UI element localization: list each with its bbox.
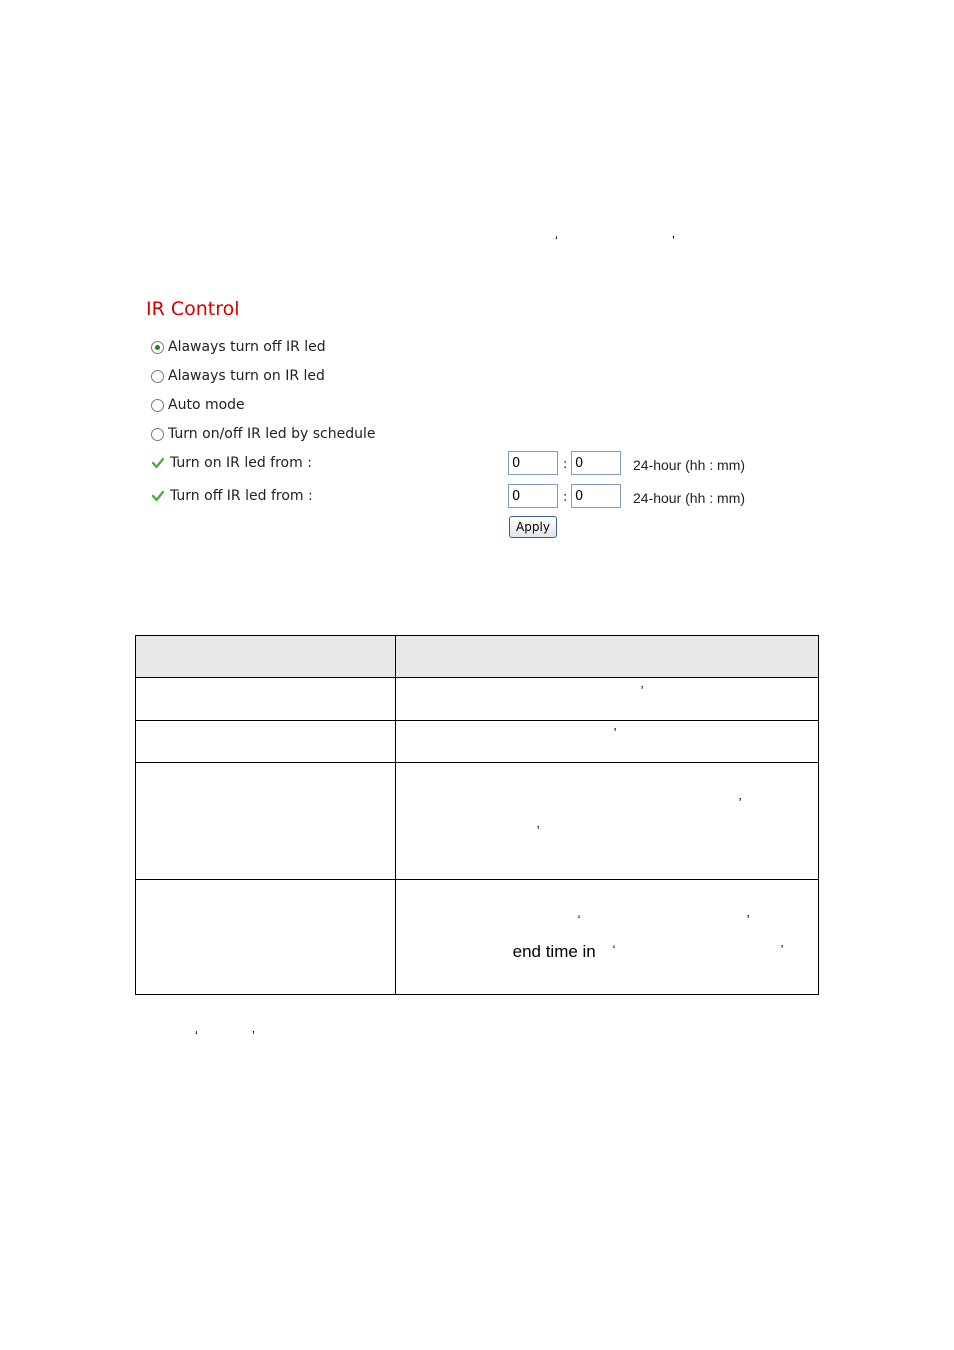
radio-auto-mode[interactable]: [151, 399, 164, 412]
table-cell: [395, 721, 818, 763]
table-header-row: [136, 636, 819, 678]
on-time-separator: :: [563, 457, 568, 472]
table-row: [136, 763, 819, 880]
table-row: [136, 880, 819, 995]
row4-quote-close-b: ’: [780, 942, 784, 957]
footer-quote-open: ‘: [195, 1028, 198, 1043]
ir-control-title: IR Control: [146, 298, 240, 320]
on-hour-input[interactable]: [508, 451, 558, 475]
row4-quote-open-b: ‘: [612, 942, 616, 957]
radio-schedule[interactable]: [151, 428, 164, 441]
option-always-on[interactable]: [151, 367, 325, 385]
header-cell-item: [136, 636, 396, 678]
option-always-on-label: Alaways turn on IR led: [168, 368, 325, 384]
option-auto-mode[interactable]: [151, 396, 245, 414]
row1-quote-close: ’: [640, 683, 644, 698]
option-auto-mode-label: Auto mode: [168, 397, 245, 413]
row3-quote-close-a: ’: [738, 795, 742, 810]
row3-quote-close-b: ’: [536, 823, 540, 838]
on-minute-input[interactable]: [571, 451, 621, 475]
intro-quote-open: ‘: [555, 233, 558, 248]
table-cell: [136, 880, 396, 995]
schedule-on-row: [151, 454, 312, 472]
off-hour-input[interactable]: [508, 484, 558, 508]
off-minute-input[interactable]: [571, 484, 621, 508]
table-cell: [395, 678, 818, 721]
table-cell: [395, 880, 818, 995]
footer-quote-close: ’: [252, 1028, 255, 1043]
intro-quote-close: ’: [672, 233, 675, 248]
row4-quote-close-a: ’: [746, 912, 750, 927]
schedule-off-row: [151, 487, 313, 505]
option-always-off-label: Alaways turn off IR led: [168, 339, 326, 355]
checkmark-icon: [151, 489, 165, 503]
option-always-off[interactable]: [151, 338, 326, 356]
table-row: [136, 721, 819, 763]
radio-always-on[interactable]: [151, 370, 164, 383]
row4-quote-open-a: ‘: [577, 912, 581, 927]
radio-always-off[interactable]: [151, 341, 164, 354]
schedule-off-label: Turn off IR led from :: [170, 488, 313, 504]
description-table: [135, 635, 819, 995]
off-time-unit: 24-hour (hh : mm): [633, 490, 746, 506]
checkmark-icon: [151, 456, 165, 470]
table-cell: [395, 763, 818, 880]
row4-end-time-text: end time in: [512, 942, 596, 961]
option-schedule[interactable]: [151, 425, 375, 443]
table-cell: [136, 678, 396, 721]
apply-button[interactable]: Apply: [509, 516, 557, 538]
table-cell: [136, 721, 396, 763]
table-row: [136, 678, 819, 721]
schedule-on-label: Turn on IR led from :: [170, 455, 312, 471]
off-time-separator: :: [563, 490, 568, 505]
on-time-unit: 24-hour (hh : mm): [633, 457, 746, 473]
header-cell-description: [395, 636, 818, 678]
option-schedule-label: Turn on/off IR led by schedule: [168, 426, 376, 442]
table-cell: [136, 763, 396, 880]
row2-quote-close: ’: [613, 725, 617, 740]
